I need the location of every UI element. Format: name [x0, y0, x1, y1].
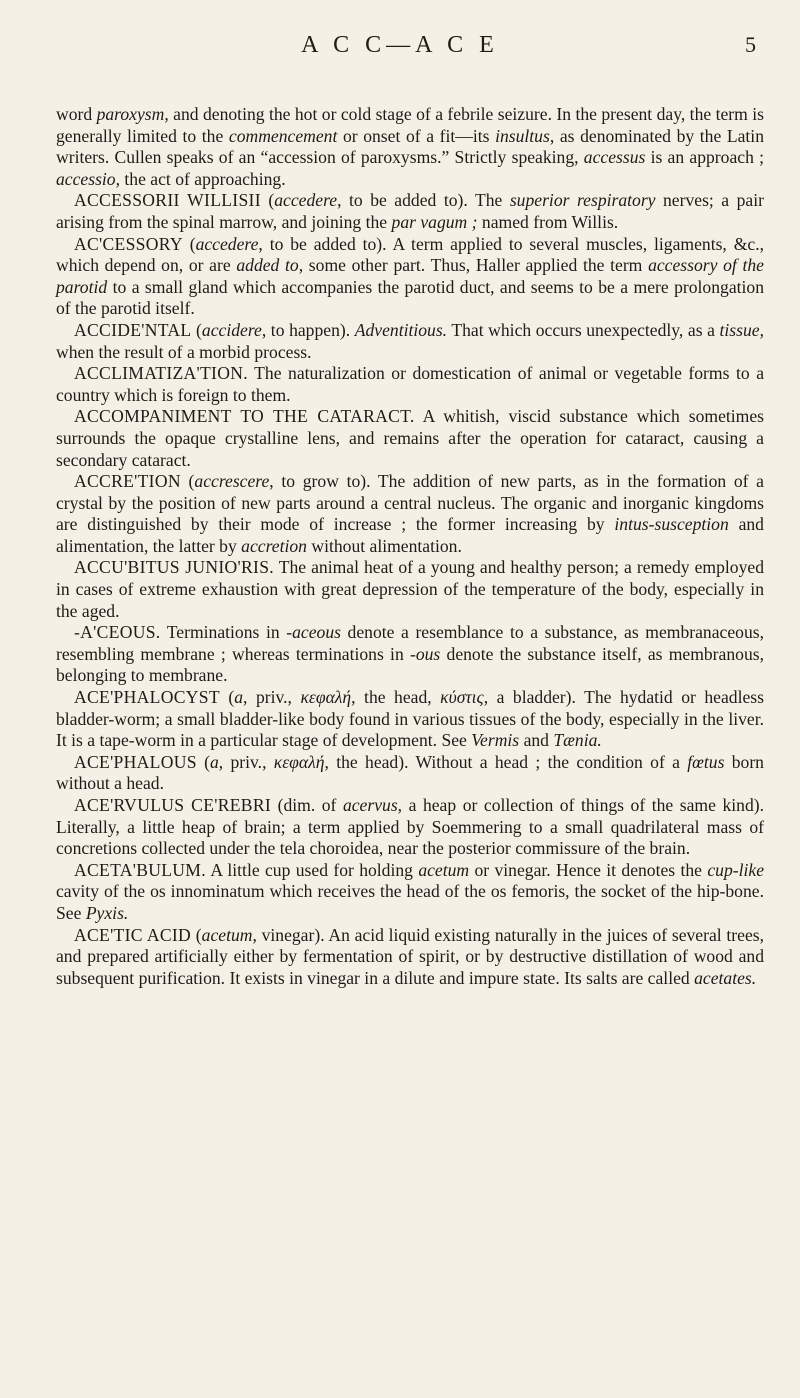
entry-text: , and denoting the hot or cold stage of a febrile seizure. In the present day, the term is generally limited to the — [56, 104, 764, 146]
entry-text: , as denominated by the Latin writers. Cullen speaks of an “accession of paroxysms.” Strictly speaking, — [56, 125, 764, 168]
entry-accessorii — [56, 190, 764, 233]
italic-text: accedere — [195, 233, 259, 254]
italic-text: -aceous — [286, 622, 341, 643]
entry-text: A little cup used for holding — [205, 859, 419, 880]
italic-text: accessus — [583, 147, 646, 168]
italic-text: a — [209, 751, 219, 772]
italic-text: commencement — [228, 125, 338, 146]
entry-accidental — [56, 320, 764, 363]
italic-text: intus-susception — [614, 514, 729, 535]
italic-text: tissue — [719, 319, 760, 340]
italic-text: superior respiratory — [509, 190, 656, 211]
entry-headword: ACCIDE'NTAL — [74, 319, 192, 340]
entry-text: , when the result of a morbid process. — [56, 319, 765, 362]
entry-text: ( — [260, 190, 275, 211]
entry-headword: AC'CESSORY — [74, 233, 183, 254]
entry-text: denote a resemblance to a substance, as membranaceous, resembling membrane ; whereas terminations in — [56, 622, 764, 664]
entry-text: to a small gland which accompanies the parotid duct, and seems to be a mere prolongation of the parotid itself. — [56, 276, 764, 319]
entry-headword: ACCOMPANIMENT TO THE CATARACT. — [74, 406, 415, 427]
italic-text: accedere — [274, 190, 338, 211]
entry-acephalous — [56, 752, 764, 795]
entry-text: That which occurs unexpectedly, as a — [447, 319, 720, 340]
page-header — [0, 32, 800, 66]
italic-text: κύστις — [440, 687, 484, 708]
running-head: A C C—A C E — [301, 32, 499, 58]
italic-text: -ous — [409, 643, 441, 664]
entry-text: , vinegar). An acid liquid existing naturally in the juices of several trees, and prepared artificially either by fermentation of spirit, or by destructive distillation of wood and subsequent purification. It exists in vinegar in a dilute and impure state. Its salts are called — [56, 924, 765, 988]
entry-text: named from Willis. — [477, 211, 619, 232]
italic-text: accidere — [201, 319, 262, 340]
italic-text: cup-like — [707, 859, 764, 880]
page-number: 5 — [745, 32, 756, 57]
entry-text: , some other part. Thus, Haller applied the term — [298, 255, 649, 276]
entry-text: , priv., — [218, 751, 274, 772]
italic-text: acetates. — [694, 967, 757, 988]
entry-text: ( — [219, 687, 235, 708]
entry-text: (dim. of — [271, 795, 343, 815]
entry-headword: ACCLIMATIZA'TION. — [74, 363, 248, 384]
italic-text: Vermis — [471, 730, 520, 751]
entry-acephalocyst — [56, 687, 764, 752]
entry-text: word — [56, 104, 97, 124]
entry-text: The animal heat of a young and healthy person; a remedy employed in cases of extreme exhaustion with great depression of the temperature of the body, especially in the aged. — [56, 557, 764, 621]
italic-text: acervus — [342, 795, 398, 815]
italic-text: Tænia. — [553, 730, 602, 751]
entry-acervulus — [56, 795, 764, 860]
entry-text: ( — [182, 233, 196, 254]
entry-text: , to grow to). The addition of new parts, as in the formation of a crystal by the position of new parts around a central nucleus. The organic and inorganic kingdoms are distinguished by their mode of increase ; the former increasing by — [56, 471, 764, 535]
entry-text: is an approach ; — [645, 147, 764, 168]
entry-text: cavity of the os innominatum which receives the head of the os femoris, the socket of the hip-bone. See — [56, 881, 764, 923]
italic-text: Pyxis. — [85, 902, 129, 923]
entry-acclimatization — [56, 363, 764, 406]
entry-text: , to be added to). The — [337, 190, 510, 211]
entry-text: , the act of approaching. — [115, 168, 286, 189]
entry-text: The naturalization or domestication of animal or vegetable forms to a country which is foreign to them. — [56, 363, 764, 405]
entry-acetic — [56, 925, 764, 990]
entry-text: , a bladder). The hydatid or headless bladder-worm; a small bladder-like body found in various tissues of the body, especially in the liver. It is a tape-worm in a particular stage of development. See — [56, 687, 764, 751]
italic-text: a — [234, 687, 244, 708]
entry-text: , a heap or collection of things of the same kind). Literally, a little heap of brain; a term applied by Soemmering to a small quadrilateral mass of concretions collected under the tela choroidea, near the posterior commissure of the brain. — [56, 795, 765, 859]
entry-accubitus — [56, 557, 764, 622]
entry-accompaniment — [56, 406, 764, 471]
entry-headword: ACE'PHALOCYST — [74, 687, 220, 708]
entry-text: , to happen). — [261, 319, 355, 340]
entry-text: ( — [196, 751, 210, 772]
entry-cont — [56, 104, 764, 190]
entry-text: ( — [191, 319, 202, 340]
italic-text: accretion — [241, 535, 307, 556]
entry-headword: -A'CEOUS. — [74, 622, 161, 643]
entry-aceous — [56, 622, 764, 687]
italic-text: Adventitious. — [354, 319, 448, 340]
entry-text: , to be added to). A term applied to several muscles, ligaments, &c., which depend on, or are — [56, 233, 764, 276]
entry-text: ( — [180, 471, 195, 492]
entry-text: , the head). Without a head ; the condition of a — [324, 751, 688, 772]
entry-acetabulum — [56, 860, 764, 925]
italic-text: added to — [236, 255, 299, 276]
entry-text: , priv., — [243, 687, 301, 708]
entry-text: and — [519, 730, 554, 751]
entry-accessory — [56, 234, 764, 320]
entry-headword: ACE'RVULUS CE'REBRI — [74, 795, 272, 815]
entry-headword: ACETA'BULUM. — [74, 859, 206, 880]
entry-text: without alimentation. — [306, 535, 462, 556]
entry-accretion — [56, 471, 764, 557]
entry-text: denote the substance itself, as membranous, belonging to membrane. — [56, 643, 764, 686]
entry-text: nerves; a pair arising from the spinal marrow, and joining the — [56, 190, 764, 232]
entry-text: , the head, — [351, 687, 441, 708]
italic-text: accrescere — [194, 471, 270, 492]
entry-text: Terminations in — [160, 622, 287, 643]
entry-text: A whitish, viscid substance which sometimes surrounds the opaque crystalline lens, and remains after the operation for cataract, causing a secondary cataract. — [56, 406, 764, 470]
dictionary-entries — [56, 104, 764, 989]
italic-text: κεφαλή — [273, 751, 325, 772]
entry-headword: ACE'TIC ACID — [74, 924, 192, 945]
italic-text: par vagum ; — [391, 211, 478, 232]
entry-text: or onset of a fit—its — [337, 125, 496, 146]
italic-text: accessio — [56, 168, 116, 189]
italic-text: acetum — [418, 859, 470, 880]
italic-text: insultus — [495, 125, 550, 146]
italic-text: fœtus — [687, 751, 725, 772]
entry-headword: ACE'PHALOUS — [74, 751, 197, 772]
entry-text: or vinegar. Hence it denotes the — [469, 859, 708, 880]
italic-text: κεφαλή — [300, 687, 352, 708]
entry-headword: ACCU'BITUS JUNIO'RIS. — [74, 557, 274, 578]
entry-headword: ACCESSORII WILLISII — [74, 190, 261, 211]
italic-text: accessory of the parotid — [56, 255, 764, 297]
entry-text: born without a head. — [56, 751, 764, 794]
italic-text: acetum — [201, 924, 253, 945]
entry-headword: ACCRE'TION — [74, 471, 181, 492]
entry-text: and alimentation, the latter by — [56, 514, 764, 556]
entry-text: ( — [191, 924, 202, 945]
italic-text: paroxysm — [96, 104, 165, 124]
